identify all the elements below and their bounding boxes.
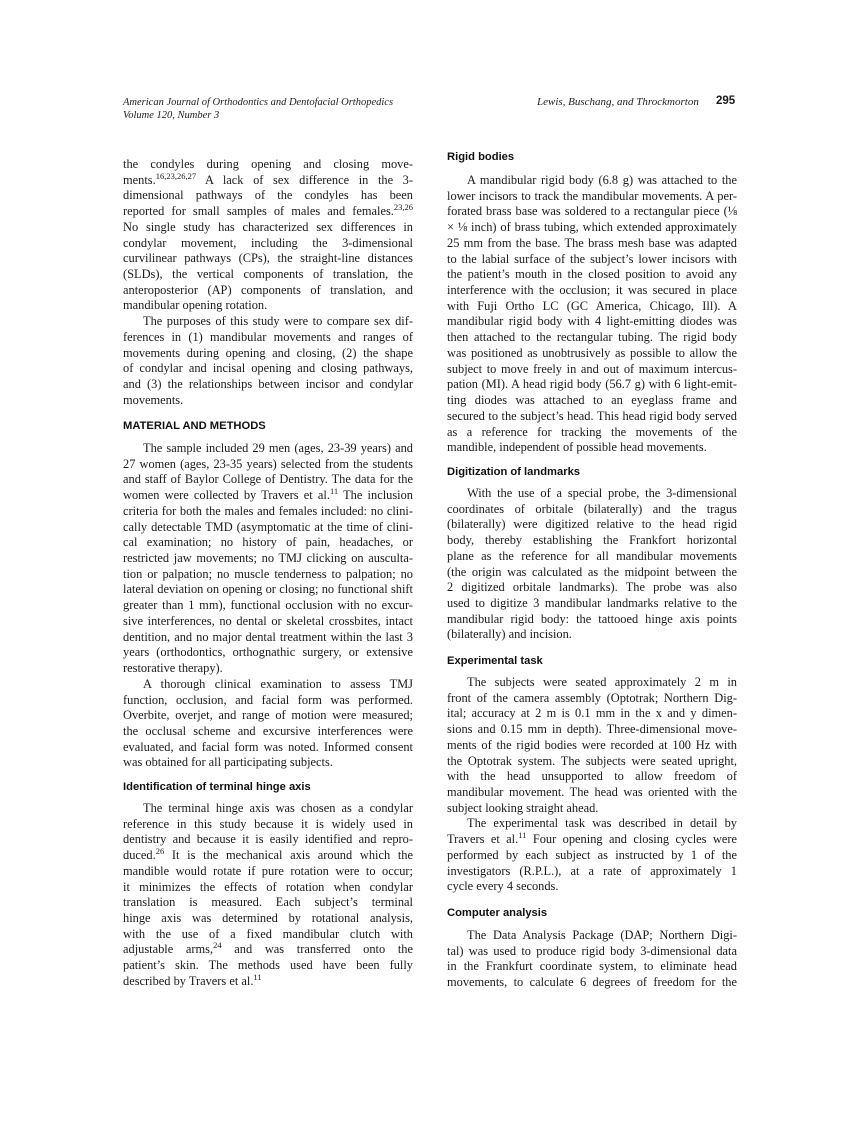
text-line: translation is measured. Each subject’s terminal [123,895,413,910]
text-line: body, thereby establishing the Frankfort horizontal [447,533,737,548]
text-line: (bilaterally) were digitized relative to the head rigid [447,517,737,532]
text-line: The purposes of this study were to compare sex dif- [143,314,413,329]
text-line: × ⅛ inch) of brass tubing, which extended approximately [447,220,737,235]
text-segment: Travers et al. [447,832,519,847]
text-line: in the Frankfurt coordinate system, to eliminate head [447,959,737,974]
digitization-section [447,486,737,643]
text-line: the condyles during opening and closing move- [123,157,413,171]
text-segment: reported for small samples of males and females. [123,204,394,219]
citation-superscript: 11 [518,832,527,841]
citation-superscript: 11 [329,488,339,497]
text-line: ments of the rigid bodies were recorded at 100 Hz with [447,737,737,752]
text-line: The experimental task was described in detail by [467,816,737,831]
intro-section [123,157,413,409]
text-line: mandible would rotate if pure rotation were to occur; [123,863,413,878]
text-line: mandibular rigid body with 4 light-emitting diodes was [447,314,737,329]
text-line: cally detectable TMD (asymptomatic at the time of clini- [123,519,413,534]
text-line: restricted jaw movements; no TMJ clicking on ausculta- [123,551,413,566]
text-line: mandibular rigid body: the tattooed hinge axis points [447,611,737,626]
text-line: criteria for both the males and females included: no clini- [123,503,413,518]
text-line: anteroposterior (AP) components of translation, and [123,282,413,297]
paragraph [123,677,413,771]
text-line: mandibular movement. The head was oriented with the [447,785,737,800]
hinge-axis-section [123,801,413,990]
text-line: and (3) the relationships between incisor and condylar [123,377,413,392]
text-line: plane as the reference for all mandibular movements [447,548,737,563]
text-segment: women were collected by Travers et al. [123,488,330,503]
text-segment: The inclusion [338,488,413,503]
paragraph [123,314,413,408]
text-line: mandibular opening rotation. [123,298,268,313]
text-line: condylar movement, including the 3-dimensional [123,235,413,250]
text-line: forated brass base was soldered to a rectangular piece (⅛ [447,204,737,219]
text-line: sive interferences, no dental or skeletal crossbites, intact [123,613,413,628]
text-line: the patient’s mouth in the closed position to avoid any [447,267,737,282]
paragraph [447,928,737,991]
text-line: subject to move freely in and out of maximum intercus- [447,361,737,376]
text-line: movements. [123,392,184,407]
citation-superscript: 23,26 [393,204,413,213]
running-header-volume: Volume 120, Number 3 [123,110,220,121]
section-heading-digitization: Digitization of landmarks [447,466,581,478]
section-heading-methods: MATERIAL AND METHODS [123,420,266,432]
text-line: movements during opening and closing, (2) the shape [123,345,413,360]
text-segment: duced. [123,848,156,863]
text-line: mandible, independent of possible head movements. [447,440,707,455]
paragraph [447,675,737,816]
text-line: with Fuji Ortho LC (GC America, Chicago, Ill). A [447,298,737,313]
citation-superscript: 11 [253,973,262,982]
text-line: dentistry and because it is easily identified and repro- [123,832,413,847]
text-line: tion or palpation; no muscle tenderness to palpation; no [123,566,413,581]
section-heading-experimental-task: Experimental task [447,655,543,667]
page-number: 295 [716,95,736,107]
text-line: was positioned as unobtrusively as possible to allow the [447,345,737,360]
paragraph [447,816,737,895]
text-segment: and was transferred onto the [221,942,413,957]
text-line: interference with the occlusion; it was secured in place [447,283,737,298]
text-line: Overbite, overjet, and range of motion were measured; [123,708,413,723]
text-line: movements, to calculate 6 degrees of freedom for the [447,975,737,990]
text-line: the Optotrak system. The subjects were seated upright, [447,753,737,768]
text-line: tal) was used to produce rigid body 3-dimensional data [447,943,737,958]
paragraph [123,801,413,990]
text-line: ferences in (1) mandibular movements and ranges of [123,329,413,344]
text-line: ting diodes was attached to an eyeglass frame and [447,393,737,408]
text-line: years (orthodontics, orthognathic surgery, or extensive [123,645,413,660]
text-line [123,488,413,504]
section-heading-computer-analysis: Computer analysis [447,907,548,919]
text-line: reference in this study because it is widely used in [123,816,413,831]
computer-analysis-section [447,928,737,991]
text-line: (SLDs), the vertical components of translation, the [123,267,413,282]
text-line: greater than 1 mm), functional occlusion with no excur- [123,598,413,613]
text-line [123,173,413,189]
text-line: sions and 0.15 mm in depth). Three-dimensional move- [447,722,737,737]
text-segment: A lack of sex difference in the 3- [196,172,413,187]
text-line: cal examination; no history of pain, headaches, or [123,535,413,550]
text-line: of condylar and incisal opening and closing pathways, [123,361,413,376]
text-line: A thorough clinical examination to assess TMJ [143,676,413,691]
text-line: to the labial surface of the subject’s lower incisors with [447,251,737,266]
text-line [447,832,737,848]
citation-superscript: 26 [155,848,165,857]
text-line: hinge axis was determined by rotational analysis, [123,911,413,926]
text-line: The subjects were seated approximately 2 m in [467,675,737,689]
text-line: (bilaterally) and incision. [447,627,572,642]
text-line: The Data Analysis Package (DAP; Northern Digi- [467,928,737,942]
text-line: used to digitize 3 mandibular landmarks relative to the [447,596,737,611]
text-line: was obtained for all participating subjects. [123,755,333,770]
text-line [123,204,413,220]
text-segment: It is the mechanical axis around which the [164,848,413,863]
text-line: The terminal hinge axis was chosen as a condylar [143,801,413,815]
text-line: pation (MI). A head rigid body (56.7 g) with 6 light-emit- [447,377,737,392]
text-segment: Four opening and closing cycles were [526,832,737,847]
text-line: The sample included 29 men (ages, 23-39 years) and [143,441,413,455]
text-line: function, occlusion, and facial form was performed. [123,692,413,707]
text-line: with the head unsupported to allow freedom of [447,769,737,784]
text-line: it minimizes the effects of rotation when condylar [123,879,413,894]
text-line: (the origin was calculated as the midpoint between the [447,564,737,579]
text-line: as a reference for tracking the movements of the [447,424,737,439]
text-line: With the use of a special probe, the 3-dimensional [467,486,737,500]
text-line: performed by each subject as instructed by 1 of the [447,847,737,862]
text-line: secured to the subject’s head. This head rigid body served [447,408,737,423]
text-line: curvilinear pathways (CPs), the straight-line distances [123,251,413,266]
running-header-authors: Lewis, Buschang, and Throckmorton [537,96,699,108]
text-line: No single study has characterized sex differences in [123,219,413,234]
text-line: A mandibular rigid body (6.8 g) was attached to the [467,173,737,187]
paragraph [447,173,737,456]
paragraph [123,157,413,314]
text-segment: described by Travers et al. [123,973,254,988]
text-line: cycle every 4 seconds. [447,879,559,894]
text-line: coordinates of orbitale (bilaterally) and the tragus [447,501,737,516]
text-line: subject looking straight ahead. [447,800,599,815]
text-line: restorative therapy). [123,661,223,676]
text-line: the occlusal scheme and excursive interferences were [123,723,413,738]
text-line: dentition, and no major dental treatment within the last 3 [123,629,413,644]
text-line [123,942,413,958]
text-line: evaluated, and facial form was noted. Informed consent [123,739,413,754]
text-line: with the use of a fixed mandibular clutch with [123,926,413,941]
text-line: dimensional pathways of the condyles has been [123,188,413,203]
text-line: 25 mm from the base. The brass mesh base was adapted [447,235,737,250]
text-segment: ments. [123,172,156,187]
experimental-task-section [447,675,737,895]
running-header-journal: American Journal of Orthodontics and Dentofacial Orthopedics [123,97,394,108]
text-line [123,974,413,990]
paragraph [447,486,737,643]
text-line: then attached to the rectangular tubing. The rigid body [447,330,737,345]
text-line: 2 digitized orbitale landmarks). The probe was also [447,580,737,595]
text-line: lateral deviation on opening or closing; no functional shift [123,582,413,597]
text-line: and staff of Baylor College of Dentistry. The data for the [123,472,413,487]
methods-section [123,441,413,771]
text-line: investigators (R.P.L.), at a rate of approximately 1 [447,863,737,878]
citation-superscript: 24 [213,942,222,951]
text-line: front of the camera assembly (Optotrak; Northern Dig- [447,690,737,705]
text-line: ital; accuracy at 2 m is 0.1 mm in the x and y dimen- [447,706,737,721]
text-line: lower incisors to track the mandibular movements. A per- [447,188,737,203]
paragraph [123,441,413,677]
text-line: 27 women (ages, 23-35 years) selected from the students [123,456,413,471]
section-heading-hinge-axis: Identification of terminal hinge axis [123,781,311,793]
citation-superscript: 16,23,26,27 [155,172,197,181]
text-line: patient’s skin. The methods used have been fully [123,958,413,973]
section-heading-rigid-bodies: Rigid bodies [447,151,515,163]
text-segment: adjustable arms, [123,942,214,957]
rigid-bodies-section [447,173,737,456]
text-line [123,848,413,864]
